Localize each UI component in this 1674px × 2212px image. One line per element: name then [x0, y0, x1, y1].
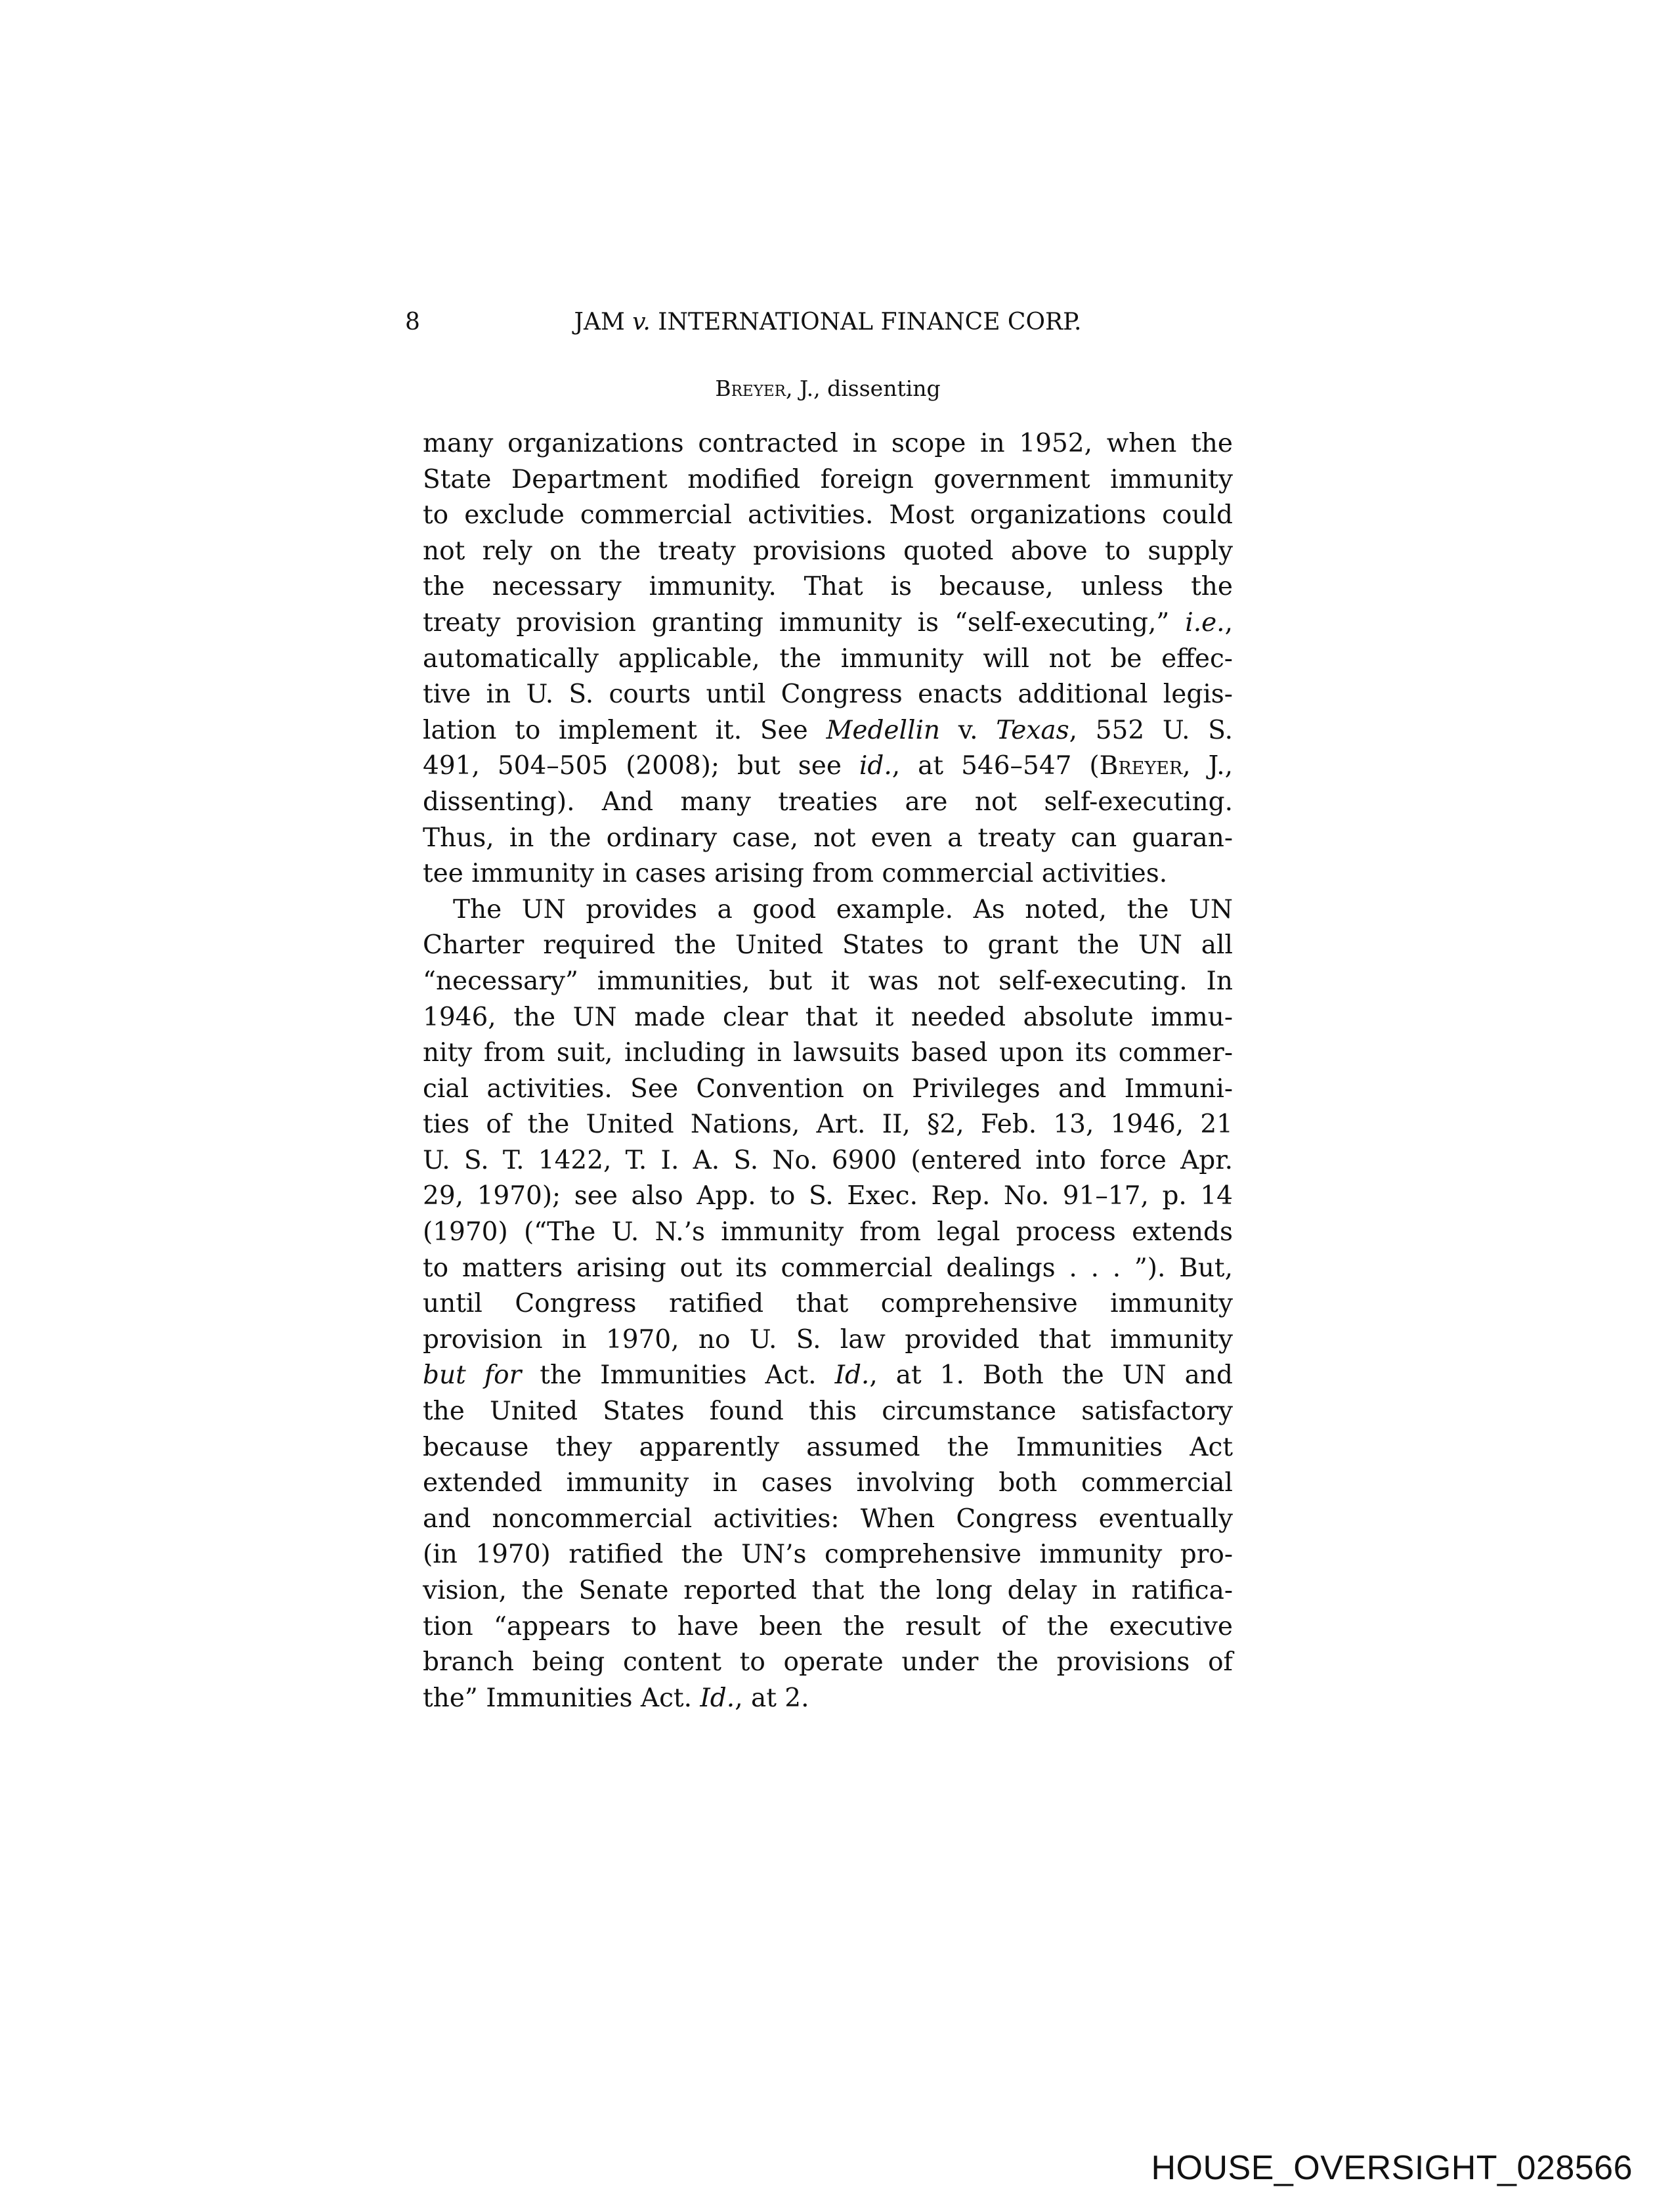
opinion-author: Breyer: [715, 376, 786, 401]
text-segment: , at 1. Both the UN and: [869, 1360, 1233, 1391]
text-segment: and noncommercial activities: When Congress eventually: [423, 1504, 1233, 1534]
text-segment: cial activities. See Convention on Privileges and Immuni-: [423, 1073, 1233, 1104]
text-segment: provision in 1970, no U. S. law provided that immunity: [423, 1324, 1233, 1355]
text-line: [423, 1681, 1233, 1717]
opinion-body: [423, 426, 1233, 1716]
text-segment: the Immunities Act.: [521, 1360, 835, 1391]
text-segment: 491, 504–505 (2008); but see: [423, 751, 859, 781]
text-line: [423, 1502, 1233, 1538]
running-head-party: JAM: [574, 309, 633, 336]
text-line: [423, 1430, 1233, 1466]
text-segment: the necessary immunity. That is because, unless the: [423, 572, 1233, 602]
text-segment: State Department modified foreign government immunity: [423, 464, 1233, 494]
text-segment: “necessary” immunities, but it was not self-executing. In: [423, 966, 1233, 996]
text-segment: Charter required the United States to grant the UN all: [423, 930, 1233, 961]
text-segment: branch being content to operate under the provisions of: [423, 1647, 1233, 1678]
text-line: [423, 1537, 1233, 1573]
text-segment: dissenting). And many treaties are not self-executing.: [423, 787, 1233, 817]
opinion-type: , J., dissenting: [786, 376, 941, 401]
text-segment: 29, 1970); see also App. to S. Exec. Rep. No. 91–17, p. 14: [423, 1181, 1233, 1211]
small-caps-text: Breyer: [1099, 751, 1183, 781]
text-segment: nity from suit, including in lawsuits based upon its commer-: [423, 1038, 1233, 1068]
text-segment: not rely on the treaty provisions quoted above to supply: [423, 536, 1233, 566]
text-line: [423, 1394, 1233, 1430]
opinion-label: [423, 376, 1233, 401]
text-line: [423, 1143, 1233, 1179]
text-line: [423, 821, 1233, 857]
text-segment: until Congress ratified that comprehensive immunity: [423, 1289, 1233, 1319]
text-segment: vision, the Senate reported that the long delay in ratifica-: [423, 1576, 1233, 1605]
text-segment: lation to implement it. See: [423, 715, 826, 745]
text-segment: treaty provision granting immunity is “self-executing,”: [423, 607, 1186, 638]
italic-text: Texas: [996, 715, 1069, 745]
text-line: [423, 1573, 1233, 1609]
text-line: [423, 1215, 1233, 1251]
running-head-versus: v.: [632, 309, 651, 336]
text-line: [423, 1072, 1233, 1108]
text-line: [423, 641, 1233, 678]
text-segment: tive in U. S. courts until Congress enacts additional legis-: [423, 680, 1233, 710]
text-line: [423, 856, 1233, 892]
italic-text: i.e.: [1185, 607, 1225, 638]
text-segment: v.: [940, 715, 997, 745]
running-head-opponent: INTERNATIONAL FINANCE CORP.: [650, 309, 1082, 336]
text-segment: extended immunity in cases involving both commercial: [423, 1468, 1233, 1498]
text-line: [423, 462, 1233, 498]
running-head: [423, 309, 1233, 336]
text-line: [423, 1609, 1233, 1645]
text-line: [423, 748, 1233, 785]
text-line: [423, 785, 1233, 821]
italic-text: Id.: [834, 1360, 870, 1391]
text-line: [423, 498, 1233, 534]
text-segment: to exclude commercial activities. Most organizations could: [423, 500, 1233, 531]
italic-text: but for: [423, 1360, 522, 1391]
italic-text: Medellin: [826, 715, 941, 745]
text-segment: because they apparently assumed the Immunities Act: [423, 1432, 1233, 1462]
paragraph: [423, 426, 1233, 892]
page-number: 8: [405, 309, 420, 336]
text-line: [423, 964, 1233, 1000]
text-segment: 1946, the UN made clear that it needed absolute immu-: [423, 1002, 1233, 1032]
text-segment: the” Immunities Act.: [423, 1683, 700, 1713]
text-segment: ,: [1224, 607, 1233, 638]
text-line: [423, 1465, 1233, 1502]
text-line: [423, 1358, 1233, 1394]
text-segment: the United States found this circumstance satisfactory: [423, 1397, 1233, 1427]
text-line: [423, 928, 1233, 964]
text-line: [423, 1251, 1233, 1287]
text-segment: to matters arising out its commercial dealings . . . ”). But,: [423, 1253, 1233, 1283]
text-line: [423, 1035, 1233, 1072]
bates-number: HOUSE_OVERSIGHT_028566: [1151, 2149, 1633, 2187]
text-line: [423, 534, 1233, 570]
text-segment: , 552 U. S.: [1069, 715, 1233, 745]
text-line: [423, 1322, 1233, 1358]
italic-text: id.: [859, 751, 892, 781]
text-line: [423, 1286, 1233, 1322]
text-segment: , at 2.: [735, 1683, 809, 1713]
text-segment: The UN provides a good example. As noted, the UN: [453, 894, 1233, 924]
text-line: [423, 713, 1233, 749]
text-line: [423, 677, 1233, 713]
text-line: [423, 1000, 1233, 1036]
text-segment: , J.,: [1182, 751, 1234, 781]
text-segment: automatically applicable, the immunity will not be effec-: [423, 643, 1233, 674]
text-line: [423, 1107, 1233, 1143]
text-line: [423, 569, 1233, 605]
text-line: [423, 1179, 1233, 1215]
text-segment: many organizations contracted in scope in 1952, when the: [423, 429, 1233, 458]
text-segment: (in 1970) ratified the UN’s comprehensive immunity pro-: [423, 1540, 1233, 1570]
text-line: [423, 426, 1233, 462]
text-segment: U. S. T. 1422, T. I. A. S. No. 6900 (entered into force Apr.: [423, 1145, 1233, 1175]
text-segment: ties of the United Nations, Art. II, §2, Feb. 13, 1946, 21: [423, 1110, 1233, 1140]
paragraph: [423, 892, 1233, 1717]
text-segment: tion “appears to have been the result of the executive: [423, 1611, 1233, 1641]
text-segment: tee immunity in cases arising from commercial activities.: [423, 859, 1168, 889]
text-segment: Thus, in the ordinary case, not even a treaty can guaran-: [423, 823, 1233, 853]
text-line: [423, 605, 1233, 641]
text-line: [423, 892, 1233, 928]
italic-text: Id.: [700, 1683, 735, 1713]
text-segment: , at 546–547 (: [891, 751, 1100, 781]
text-segment: (1970) (“The U. N.’s immunity from legal process extends: [423, 1217, 1233, 1247]
text-line: [423, 1645, 1233, 1681]
